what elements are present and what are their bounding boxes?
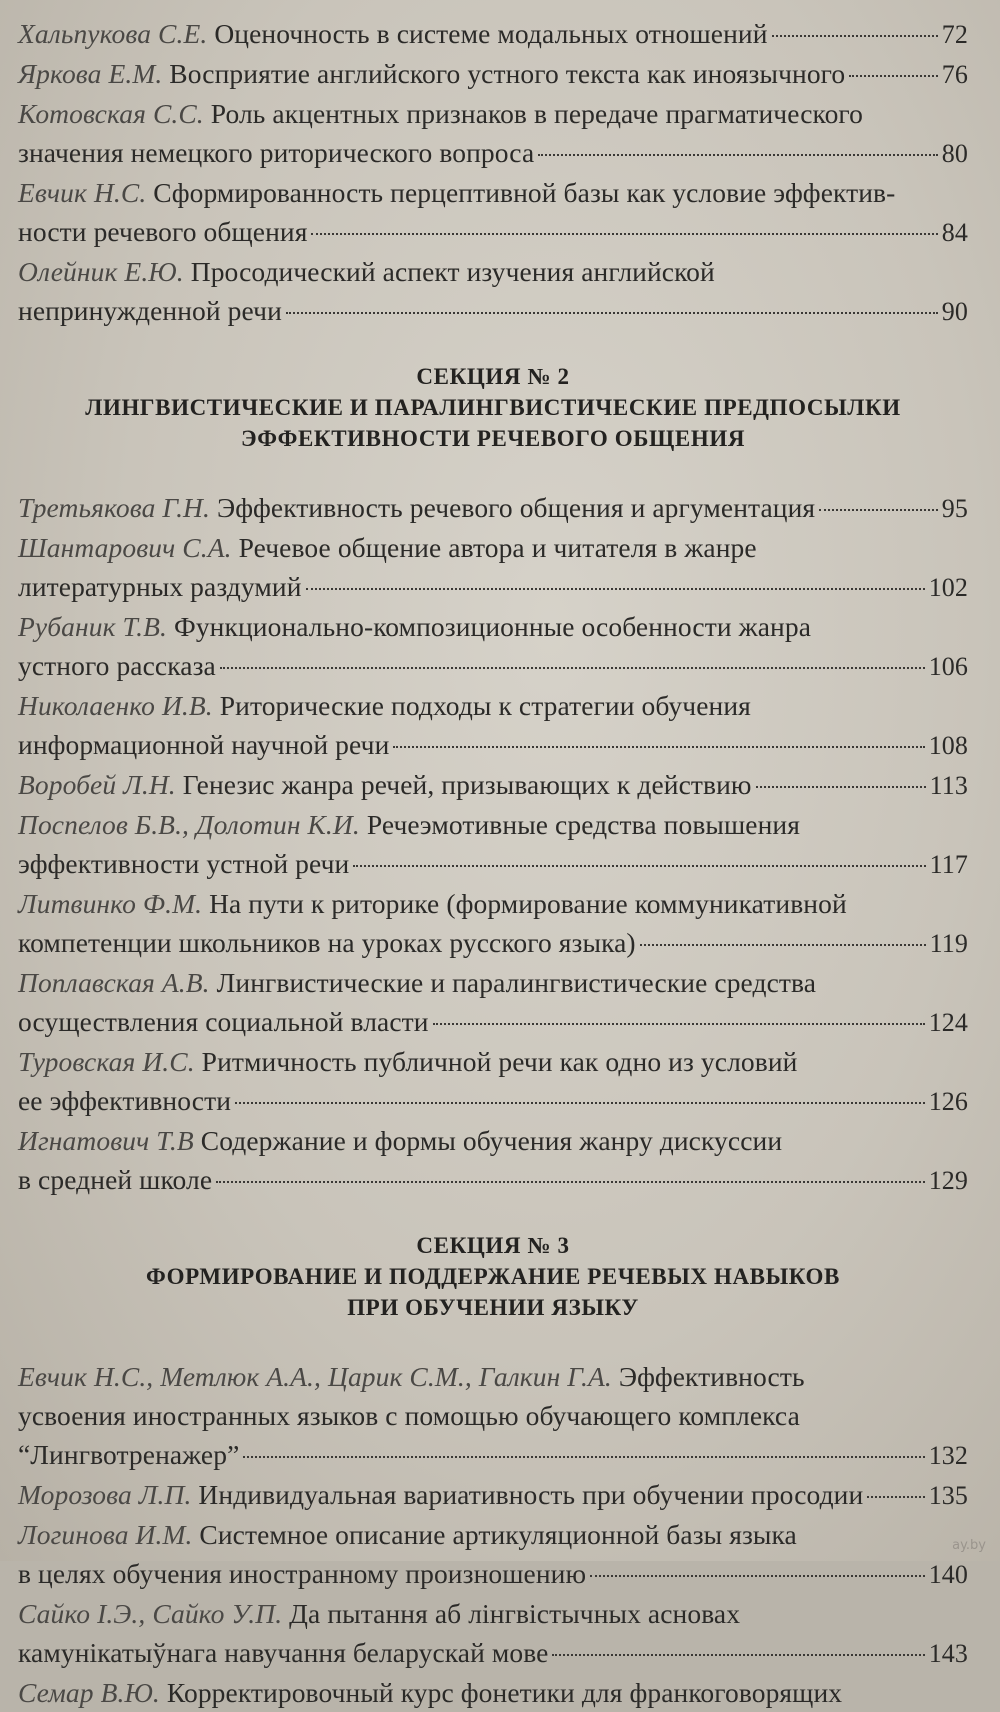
toc-author: Яркова Е.М. (18, 58, 163, 89)
dot-leader (311, 233, 937, 235)
toc-author: Котовская С.С. (18, 98, 204, 129)
dot-leader (433, 1023, 925, 1025)
toc-title-text: Лингвистические и паралингвистические средства (209, 967, 817, 998)
toc-author: Логинова И.М. (18, 1519, 193, 1550)
toc-entry-line (18, 1002, 968, 1042)
toc-entry-line (18, 1042, 968, 1081)
toc-title-text: эффективности устной речи (18, 848, 350, 879)
page-number: 72 (941, 20, 968, 49)
toc-entry (18, 805, 968, 884)
toc-entry-line (18, 1435, 968, 1475)
toc-entry-line (18, 646, 968, 686)
toc-entry (18, 94, 968, 173)
toc-entry-line (18, 686, 968, 725)
toc-entry-line (18, 1554, 968, 1594)
toc-title-text: литературных раздумий (18, 571, 302, 602)
page-number: 95 (941, 494, 968, 523)
toc-author: Евчик Н.С. (18, 177, 147, 208)
dot-leader (235, 1102, 925, 1104)
toc-entry (18, 1515, 968, 1594)
toc-author: Литвинко Ф.М. (18, 888, 203, 919)
toc-entry-line (18, 1081, 968, 1121)
toc-title-text: На пути к риторике (формирование коммуникативной (202, 888, 847, 919)
page-number: 106 (928, 652, 968, 681)
toc-entry-line (18, 1475, 968, 1515)
toc-entry-line (18, 14, 968, 54)
section-heading-line: ЭФФЕКТИВНОСТИ РЕЧЕВОГО ОБЩЕНИЯ (240, 426, 746, 451)
toc-entry (18, 884, 968, 963)
toc-entry (18, 1357, 968, 1475)
toc-entry (18, 1475, 968, 1515)
dot-leader (286, 312, 938, 314)
page-number: 102 (928, 573, 968, 602)
page-number: 119 (929, 929, 968, 958)
toc-entry-line (18, 963, 968, 1002)
toc-entry-line (18, 567, 968, 607)
toc-entry-line (18, 94, 968, 133)
toc-entry-line (18, 1673, 968, 1712)
toc-entry (18, 173, 968, 252)
dot-leader (216, 1181, 925, 1183)
dot-leader (590, 1575, 925, 1577)
dot-leader (640, 944, 926, 946)
toc-entry-line (18, 252, 968, 291)
section-heading-line: ПРИ ОБУЧЕНИИ ЯЗЫКУ (347, 1295, 639, 1320)
section-3-header (18, 1230, 968, 1323)
toc-title-text: Эффективность (611, 1361, 805, 1392)
toc-title-text: компетенции школьников на уроках русского языка) (18, 927, 636, 958)
toc-author: Семар В.Ю. (18, 1677, 160, 1708)
page-number: 140 (928, 1560, 968, 1589)
toc-entry-line (18, 212, 968, 252)
page-number: 143 (928, 1639, 968, 1668)
toc-entry (18, 1121, 968, 1200)
toc-entry-line (18, 528, 968, 567)
toc-entry-line (18, 1633, 968, 1673)
toc-author: Шантарович С.А. (18, 532, 232, 563)
toc-title-text: “Лингвотренажер” (18, 1439, 240, 1470)
toc-section-2 (18, 488, 968, 1200)
dot-leader (306, 588, 925, 590)
page-number: 80 (941, 139, 968, 168)
toc-title-text: Оценочность в системе модальных отношений (207, 18, 768, 49)
toc-entry-line (18, 805, 968, 844)
toc-title-text: Сформированность перцептивной базы как условие эффектив- (146, 177, 896, 208)
toc-title-text: Функционально-композиционные особенности жанра (167, 611, 811, 642)
toc-entry (18, 686, 968, 765)
toc-title-text: устного рассказа (18, 650, 216, 681)
toc-title-text: камунікатыўнага навучання беларускай мове (18, 1637, 549, 1668)
toc-entry (18, 607, 968, 686)
toc-author: Хальпукова С.Е. (18, 18, 208, 49)
toc-title-text: непринужденной речи (18, 295, 282, 326)
toc-title-text: Генезис жанра речей, призывающих к действию (175, 769, 752, 800)
toc-entry-line (18, 1396, 968, 1435)
page-number: 129 (928, 1166, 968, 1195)
dot-leader (772, 35, 938, 37)
watermark: ay.by (952, 1538, 986, 1553)
toc-section-3 (18, 1357, 968, 1712)
section-2-header (18, 361, 968, 454)
page-number: 124 (928, 1008, 968, 1037)
toc-author: Поспелов Б.В., Долотин К.И. (18, 809, 360, 840)
toc-title-text: осуществления социальной власти (18, 1006, 429, 1037)
toc-entry-line (18, 1121, 968, 1160)
toc-title-text: усвоения иностранных языков с помощью обучающего комплекса (18, 1400, 800, 1431)
page-number: 135 (928, 1481, 968, 1510)
toc-entry-line (18, 54, 968, 94)
toc-author: Олейник Е.Ю. (18, 256, 184, 287)
toc-author: Сайко І.Э., Сайко У.П. (18, 1598, 283, 1629)
toc-entry (18, 252, 968, 331)
toc-entry-line (18, 1160, 968, 1200)
toc-entry-line (18, 844, 968, 884)
toc-entry (18, 14, 968, 54)
toc-author: Воробей Л.Н. (18, 769, 176, 800)
dot-leader (849, 75, 938, 77)
toc-author: Евчик Н.С., Метлюк А.А., Царик С.М., Галкин Г.А. (18, 1361, 612, 1392)
page-number: 113 (929, 771, 968, 800)
toc-entry-line (18, 291, 968, 331)
page-number: 84 (941, 218, 968, 247)
toc-title-text: Индивидуальная вариативность при обучении просодии (191, 1479, 864, 1510)
toc-entry (18, 963, 968, 1042)
toc-title-text: ности речевого общения (18, 216, 308, 247)
toc-title-text: информационной научной речи (18, 729, 390, 760)
page-number: 117 (929, 850, 968, 879)
toc-title-text: Речеэмотивные средства повышения (359, 809, 800, 840)
toc-title-text: в средней школе (18, 1164, 213, 1195)
toc-entry-line (18, 1357, 968, 1396)
dot-leader (867, 1496, 924, 1498)
toc-title-text: Роль акцентных признаков в передаче прагматического (203, 98, 863, 129)
section-title: СЕКЦИЯ № 2 (416, 364, 570, 389)
toc-entry (18, 1594, 968, 1673)
toc-entry (18, 1042, 968, 1121)
section-heading-line: ЛИНГВИСТИЧЕСКИЕ И ПАРАЛИНГВИСТИЧЕСКИЕ ПРЕДПОСЫЛКИ (85, 395, 901, 420)
toc-entry (18, 528, 968, 607)
toc-author: Николаенко И.В. (18, 690, 213, 721)
dot-leader (552, 1654, 924, 1656)
toc-entry (18, 1673, 968, 1712)
toc-author: Морозова Л.П. (18, 1479, 192, 1510)
toc-entry (18, 54, 968, 94)
dot-leader (353, 865, 925, 867)
toc-title-text: Да пытання аб лінгвістычных асновах (282, 1598, 741, 1629)
dot-leader (756, 786, 926, 788)
toc-entry-line (18, 923, 968, 963)
toc-title-text: Восприятие английского устного текста как иноязычного (162, 58, 846, 89)
toc-entry-line (18, 173, 968, 212)
toc-title-text: ее эффективности (18, 1085, 232, 1116)
page-number: 132 (928, 1441, 968, 1470)
toc-author: Третьякова Г.Н. (18, 492, 210, 523)
toc-title-text: Ритмичность публичной речи как одно из условий (194, 1046, 798, 1077)
toc-author: Игнатович Т.В (18, 1125, 194, 1156)
toc-title-text: Просодический аспект изучения английской (183, 256, 715, 287)
dot-leader (220, 667, 925, 669)
dot-leader (393, 746, 924, 748)
section-title: СЕКЦИЯ № 3 (416, 1233, 570, 1258)
toc-title-text: в целях обучения иностранному произношению (18, 1558, 587, 1589)
toc-title-text: значения немецкого риторического вопроса (18, 137, 535, 168)
page-number: 76 (941, 60, 968, 89)
toc-entry-line (18, 488, 968, 528)
section-heading-line: ФОРМИРОВАНИЕ И ПОДДЕРЖАНИЕ РЕЧЕВЫХ НАВЫКОВ (146, 1264, 840, 1289)
toc-author: Рубаник Т.В. (18, 611, 168, 642)
toc-title-text: Риторические подходы к стратегии обучения (212, 690, 751, 721)
toc-entry-line (18, 725, 968, 765)
toc-entry-line (18, 884, 968, 923)
toc-entry (18, 765, 968, 805)
dot-leader (243, 1456, 924, 1458)
toc-top (18, 14, 968, 331)
dot-leader (819, 509, 938, 511)
toc-entry-line (18, 607, 968, 646)
toc-entry-line (18, 765, 968, 805)
toc-title-text: Эффективность речевого общения и аргументация (210, 492, 816, 523)
toc-entry-line (18, 1515, 968, 1554)
toc-entry-line (18, 133, 968, 173)
toc-title-text: Содержание и формы обучения жанру дискуссии (193, 1125, 783, 1156)
toc-entry (18, 488, 968, 528)
toc-title-text: Системное описание артикуляционной базы языка (192, 1519, 797, 1550)
toc-author: Туровская И.С. (18, 1046, 195, 1077)
dot-leader (538, 154, 938, 156)
page-number: 90 (941, 297, 968, 326)
page-number: 126 (928, 1087, 968, 1116)
toc-author: Поплавская А.В. (18, 967, 210, 998)
toc-title-text: Корректировочный курс фонетики для франкоговорящих (159, 1677, 843, 1708)
toc-entry-line (18, 1594, 968, 1633)
page-number: 108 (928, 731, 968, 760)
toc-title-text: Речевое общение автора и читателя в жанре (231, 532, 757, 563)
